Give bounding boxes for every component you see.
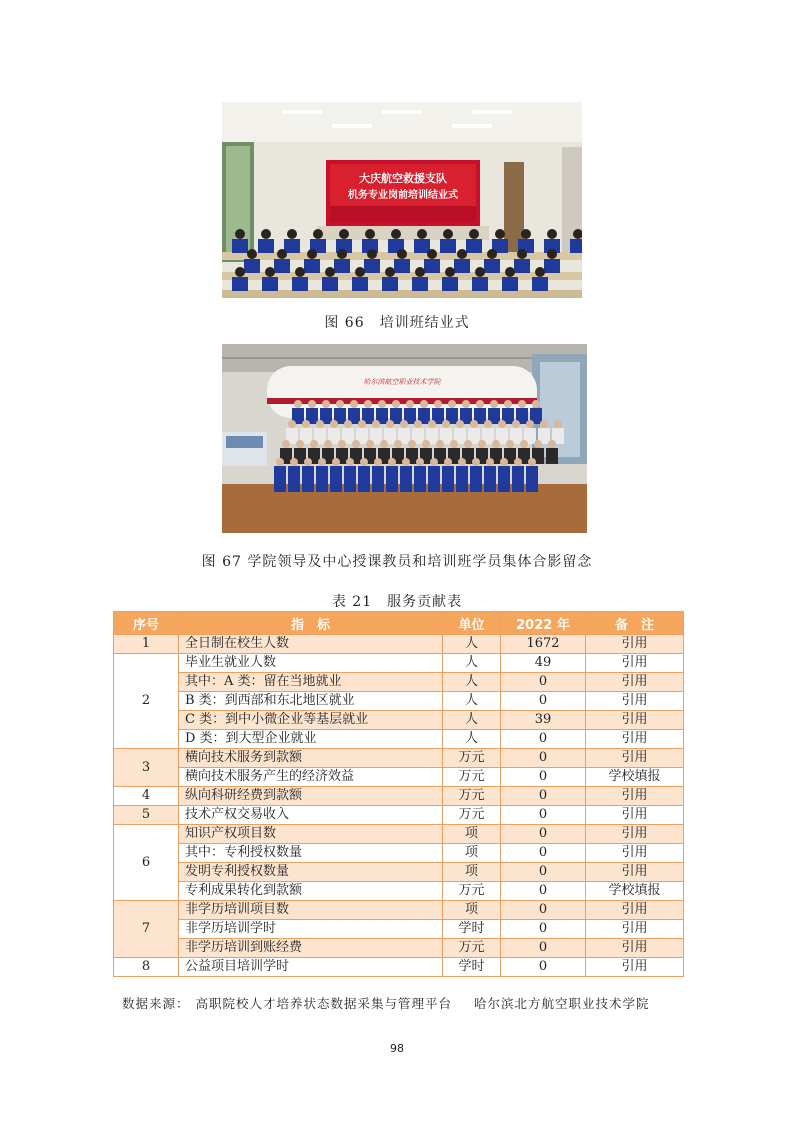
- cell-indicator: 其中：专利授权数量: [179, 844, 443, 863]
- table-row: [114, 863, 684, 882]
- cell-note: 引用: [586, 711, 684, 730]
- cell-indicator: B 类：到西部和东北地区就业: [179, 692, 443, 711]
- header-unit: 单位: [443, 612, 501, 635]
- cell-value: 0: [501, 920, 586, 939]
- cell-unit: 项: [443, 825, 501, 844]
- cell-value: 0: [501, 806, 586, 825]
- cell-value: 0: [501, 901, 586, 920]
- cell-unit: 人: [443, 654, 501, 673]
- cell-indicator: 技术产权交易收入: [179, 806, 443, 825]
- cell-unit: 万元: [443, 939, 501, 958]
- cell-indicator: 全日制在校生人数: [179, 635, 443, 654]
- cell-note: 学校填报: [586, 768, 684, 787]
- cell-value: 0: [501, 692, 586, 711]
- screen-title-line1: 大庆航空救援支队: [359, 172, 447, 185]
- source-school: 哈尔滨北方航空职业技术学院: [474, 996, 650, 1011]
- cell-indicator: 横向技术服务产生的经济效益: [179, 768, 443, 787]
- photo-group-hangar: [222, 344, 587, 533]
- cell-unit: 人: [443, 711, 501, 730]
- cell-note: 引用: [586, 863, 684, 882]
- table-row: [114, 825, 684, 844]
- cell-unit: 人: [443, 673, 501, 692]
- cell-value: 0: [501, 749, 586, 768]
- cell-note: 引用: [586, 825, 684, 844]
- table-row: [114, 901, 684, 920]
- data-source-note: [122, 994, 650, 1012]
- cell-unit: 万元: [443, 768, 501, 787]
- cell-unit: 学时: [443, 920, 501, 939]
- cell-note: 引用: [586, 730, 684, 749]
- cell-no: 4: [114, 787, 179, 806]
- table-row: [114, 730, 684, 749]
- cell-value: 0: [501, 673, 586, 692]
- cell-indicator: C 类：到中小微企业等基层就业: [179, 711, 443, 730]
- table-row: [114, 844, 684, 863]
- cell-note: 引用: [586, 787, 684, 806]
- cell-unit: 项: [443, 844, 501, 863]
- cell-indicator: 纵向科研经费到款额: [179, 787, 443, 806]
- cell-indicator: D 类：到大型企业就业: [179, 730, 443, 749]
- cell-note: 学校填报: [586, 882, 684, 901]
- cell-no: 3: [114, 749, 179, 787]
- cell-unit: 万元: [443, 806, 501, 825]
- cell-note: 引用: [586, 920, 684, 939]
- table-row: [114, 787, 684, 806]
- table-row: [114, 806, 684, 825]
- cell-no: 2: [114, 654, 179, 749]
- cell-unit: 万元: [443, 882, 501, 901]
- cell-value: 0: [501, 844, 586, 863]
- table-row: [114, 654, 684, 673]
- table-header-row: [114, 612, 684, 635]
- cell-no: 5: [114, 806, 179, 825]
- cell-no: 6: [114, 825, 179, 901]
- cell-value: 0: [501, 787, 586, 806]
- cell-note: 引用: [586, 692, 684, 711]
- cell-value: 1672: [501, 635, 586, 654]
- cell-value: 0: [501, 825, 586, 844]
- table-row: [114, 939, 684, 958]
- cell-unit: 项: [443, 901, 501, 920]
- cell-value: 0: [501, 863, 586, 882]
- cell-unit: 项: [443, 863, 501, 882]
- cell-value: 49: [501, 654, 586, 673]
- cell-indicator: 非学历培训到账经费: [179, 939, 443, 958]
- page-number: 98: [390, 1042, 404, 1055]
- photo-graduation-ceremony: [222, 102, 582, 298]
- table-row: [114, 673, 684, 692]
- cell-unit: 万元: [443, 749, 501, 768]
- table-row: [114, 692, 684, 711]
- cell-no: 1: [114, 635, 179, 654]
- cell-note: 引用: [586, 806, 684, 825]
- table-row: [114, 882, 684, 901]
- header-note: 备 注: [586, 612, 684, 635]
- cell-indicator: 非学历培训学时: [179, 920, 443, 939]
- cell-indicator: 发明专利授权数量: [179, 863, 443, 882]
- cell-value: 0: [501, 882, 586, 901]
- cell-value: 0: [501, 958, 586, 977]
- cell-no: 8: [114, 958, 179, 977]
- cell-note: 引用: [586, 673, 684, 692]
- figure-67-caption: 图 67 学院领导及中心授课教员和培训班学员集体合影留念: [201, 554, 593, 570]
- cell-value: 39: [501, 711, 586, 730]
- cell-note: 引用: [586, 901, 684, 920]
- cell-note: 引用: [586, 958, 684, 977]
- cell-note: 引用: [586, 749, 684, 768]
- cell-indicator: 专利成果转化到款额: [179, 882, 443, 901]
- header-year: 2022 年: [501, 612, 586, 635]
- cell-unit: 万元: [443, 787, 501, 806]
- screen-title-line2: 机务专业岗前培训结业式: [348, 190, 458, 201]
- cell-note: 引用: [586, 939, 684, 958]
- cell-note: 引用: [586, 844, 684, 863]
- source-platform: 高职院校人才培养状态数据采集与管理平台: [195, 996, 453, 1011]
- table-caption: 表 21 服务贡献表: [331, 594, 463, 610]
- table-row: [114, 920, 684, 939]
- service-contribution-table: [113, 611, 684, 977]
- cell-note: 引用: [586, 635, 684, 654]
- table-row: [114, 635, 684, 654]
- header-indicator: 指 标: [179, 612, 443, 635]
- cell-no: 7: [114, 901, 179, 958]
- cell-indicator: 毕业生就业人数: [179, 654, 443, 673]
- header-no: 序号: [114, 612, 179, 635]
- cell-indicator: 横向技术服务到款额: [179, 749, 443, 768]
- cell-value: 0: [501, 939, 586, 958]
- cell-indicator: 非学历培训项目数: [179, 901, 443, 920]
- fuselage-text: 哈尔滨航空职业技术学院: [363, 378, 441, 386]
- cell-indicator: 公益项目培训学时: [179, 958, 443, 977]
- table-row: [114, 749, 684, 768]
- source-label: 数据来源：: [122, 996, 190, 1011]
- cell-indicator: 知识产权项目数: [179, 825, 443, 844]
- table-row: [114, 958, 684, 977]
- table-row: [114, 768, 684, 787]
- cell-note: 引用: [586, 654, 684, 673]
- cell-value: 0: [501, 730, 586, 749]
- cell-unit: 人: [443, 730, 501, 749]
- figure-66-caption: 图 66 培训班结业式: [324, 315, 470, 331]
- table-row: [114, 711, 684, 730]
- cell-unit: 人: [443, 692, 501, 711]
- cell-unit: 学时: [443, 958, 501, 977]
- cell-unit: 人: [443, 635, 501, 654]
- cell-indicator: 其中：A 类：留在当地就业: [179, 673, 443, 692]
- cell-value: 0: [501, 768, 586, 787]
